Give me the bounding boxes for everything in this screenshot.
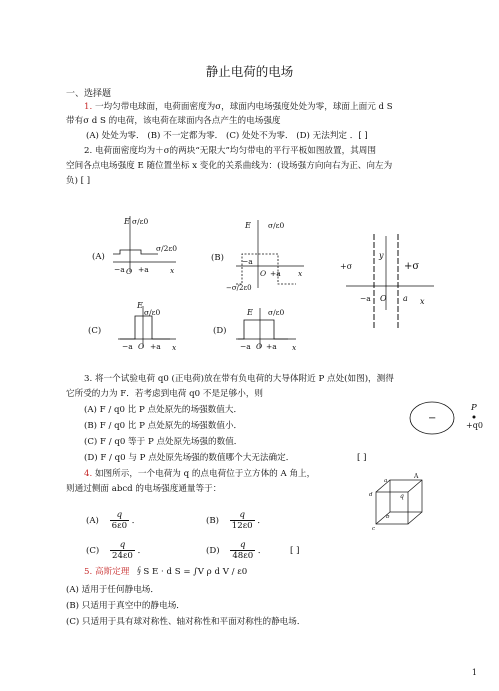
graph-c-label: (C)	[88, 326, 102, 336]
graph-b-label: (B)	[211, 253, 224, 263]
graph-b-x-label: x	[298, 269, 303, 278]
cube-label-c: c	[372, 526, 376, 532]
q3-line1	[84, 373, 394, 386]
q3-number: 3.	[84, 374, 93, 384]
q2-line1	[84, 145, 376, 158]
graph-c-sigma-e0: σ/ε0	[144, 308, 161, 317]
graph-b-e-label: E	[245, 221, 251, 230]
plates-neg-a: −a	[360, 294, 371, 303]
graph-a-pos-a: +a	[138, 265, 149, 274]
graph-c-pos-a: +a	[150, 342, 161, 351]
q2-line2: 空间各点电场强度 E 随位置坐标 x 变化的关系曲线为：(设场强方向向右为正、向左为	[66, 161, 393, 171]
graph-a-label: (A)	[92, 252, 105, 262]
plates-origin: O	[380, 294, 387, 303]
graph-d-neg-a: −a	[240, 342, 251, 351]
cube-edge-3	[408, 512, 422, 524]
graph-d-label: (D)	[213, 326, 227, 336]
graph-b-origin: O	[260, 269, 267, 278]
q1-number: 1.	[84, 102, 93, 112]
plate-right-sigma: +σ	[404, 261, 420, 272]
q4-line1	[84, 468, 315, 481]
page-title: 静止电荷的电场	[205, 64, 294, 79]
graph-c-e-label: E	[137, 301, 143, 310]
q3-text1: 将一个试验电荷 q0 (正电荷)放在带有负电荷的大导体附近 P 点处(如图)，测得	[94, 374, 394, 384]
q4-option-d-frac	[230, 540, 255, 561]
q4-option-a-frac	[110, 510, 129, 531]
graph-d	[208, 296, 318, 356]
q5-line1	[84, 566, 247, 579]
q4-b-num: q	[230, 510, 255, 521]
graph-a-sigma-2e0: σ/2ε0	[156, 244, 178, 253]
q3-option-b: (B) F / q0 比 P 点处原先的场强数值小．	[84, 421, 243, 431]
q4-option-d: (D) $\frac{q}{48\varepsilon 0}$ ．	[206, 540, 267, 561]
q2-text1: 电荷面密度均为＋σ的两块“无限大”均匀带电的平行平板如图放置，其周围	[94, 146, 376, 156]
graph-d-e-label: E	[247, 308, 253, 317]
point-p-label: P	[471, 403, 477, 413]
q1-line2: 带有σ d S 的电荷，该电荷在球面内各点产生的电场强度	[66, 116, 281, 126]
plates-x-label: x	[420, 297, 425, 306]
q1-text1: 一均匀带电球面，电荷面密度为σ，球面内电场强度处处为零，球面上面元 d S	[94, 102, 393, 112]
q4-b-den: 12ε0	[231, 521, 253, 531]
q4-a-num: q	[110, 510, 129, 521]
graph-a-neg-a: −a	[114, 265, 125, 274]
graph-a-sigma-e0: σ/ε0	[132, 217, 149, 226]
q3-line2: 它所受的力为 F．若考虑到电荷 q0 不是足够小，则	[66, 389, 264, 399]
graph-b-neg-sigma: −σ/2ε0	[226, 284, 252, 292]
q3-answer-bracket: [ ]	[357, 453, 367, 463]
q4-answer-bracket: [ ]	[290, 546, 300, 556]
plates-y-label: y	[379, 251, 384, 260]
q3-option-a: (A) F / q0 比 P 点处原先的场强数值大．	[84, 405, 243, 415]
q4-d-num: q	[230, 540, 255, 551]
q5-formula: ∮S E · d S = ∫V ρ d V / ε0	[134, 567, 248, 577]
q5-number: 5.	[84, 567, 93, 577]
q5-option-b: (B) 只适用于真空中的静电场．	[66, 601, 185, 611]
graph-a	[80, 206, 190, 281]
graph-c	[80, 296, 190, 356]
graph-c-x-label: x	[172, 343, 177, 352]
graph-c-neg-a: −a	[122, 342, 133, 351]
q4-option-c-frac	[110, 540, 135, 561]
q4-d-den: 48ε0	[232, 551, 254, 561]
graph-d-curve	[238, 320, 288, 339]
q3-option-d: (D) F / q0 与 P 点处原先场强的数值哪个大无法确定．	[84, 453, 295, 463]
cube-label-b: b	[386, 514, 390, 520]
conductor-figure	[402, 396, 492, 446]
q4-c-num: q	[110, 540, 135, 551]
q3-option-c: (C) F / q0 等于 P 点处原先场强的数值．	[84, 437, 243, 447]
graph-d-x-label: x	[292, 343, 297, 352]
conductor-minus: −	[428, 413, 437, 424]
graph-a-e-label: E	[124, 217, 130, 226]
q4-option-b-frac	[230, 510, 255, 531]
q4-number: 4.	[84, 469, 93, 479]
graph-a-x-label: x	[170, 266, 175, 275]
cube-label-q: q	[400, 493, 404, 500]
graph-a-curve	[113, 250, 158, 254]
page-number: 1	[471, 668, 477, 677]
cube-edge-1	[376, 480, 390, 492]
cube-figure	[364, 472, 444, 552]
cube-back	[390, 480, 422, 512]
graph-b-sigma-e0: σ/ε0	[268, 221, 285, 230]
cube-label-a-corner: A	[414, 473, 419, 480]
q2-line3: 负) [ ]	[66, 176, 91, 186]
graph-d-origin: O	[256, 342, 263, 351]
q5-law-name: 高斯定理	[94, 567, 130, 577]
plates-a: a	[403, 294, 408, 303]
graph-b	[208, 206, 318, 296]
graph-b-pos-a: +a	[270, 269, 281, 278]
graph-d-sigma-e0: σ/ε0	[268, 308, 285, 317]
q2-number: 2.	[84, 146, 93, 156]
cube-label-a: a	[384, 478, 388, 484]
q4-c-den: 24ε0	[112, 551, 133, 561]
q1-options: (A) 处处为零． (B) 不一定都为零． (C) 处处不为零． (D) 无法判定 ．[ ]	[86, 131, 368, 141]
q4-option-d-label: (D)	[206, 546, 220, 556]
point-p	[473, 416, 476, 419]
q5-option-a: (A) 适用于任何静电场．	[66, 585, 159, 595]
q4-text1: 如图所示，一个电荷为 q 的点电荷位于立方体的 A 角上，	[94, 469, 316, 479]
plates-figure	[334, 214, 454, 334]
graph-b-neg-a: −a	[242, 257, 253, 266]
q4-line2: 则通过侧面 abcd 的电场强度通量等于：	[66, 484, 222, 494]
q4-option-c-label: (C)	[86, 546, 100, 556]
q4-option-c: (C) $\frac{q}{24\varepsilon 0}$ ．	[86, 540, 147, 561]
section-heading: 一、选择题	[66, 89, 112, 99]
graph-c-origin: O	[138, 342, 145, 351]
cube-label-d: d	[369, 492, 373, 498]
q4-option-b-label: (B)	[206, 516, 220, 526]
graph-d-pos-a: +a	[266, 342, 277, 351]
q4-option-a-label: (A)	[86, 516, 99, 526]
test-charge-label: +q0	[466, 421, 483, 430]
q4-a-den: 6ε0	[111, 521, 128, 531]
q1-line1	[84, 101, 393, 114]
q4-option-b: (B) $\frac{q}{12\varepsilon 0}$ ．	[206, 510, 266, 531]
q5-option-c: (C) 只适用于具有球对称性、轴对称性和平面对称性的静电场．	[66, 617, 306, 627]
cube-edge-2	[408, 480, 422, 492]
plate-left-sigma: +σ	[340, 262, 353, 271]
graph-c-curve	[120, 316, 170, 339]
q4-option-a: (A) $\frac{q}{6\varepsilon 0}$ ．	[86, 510, 141, 531]
graph-a-origin: O	[126, 267, 133, 276]
